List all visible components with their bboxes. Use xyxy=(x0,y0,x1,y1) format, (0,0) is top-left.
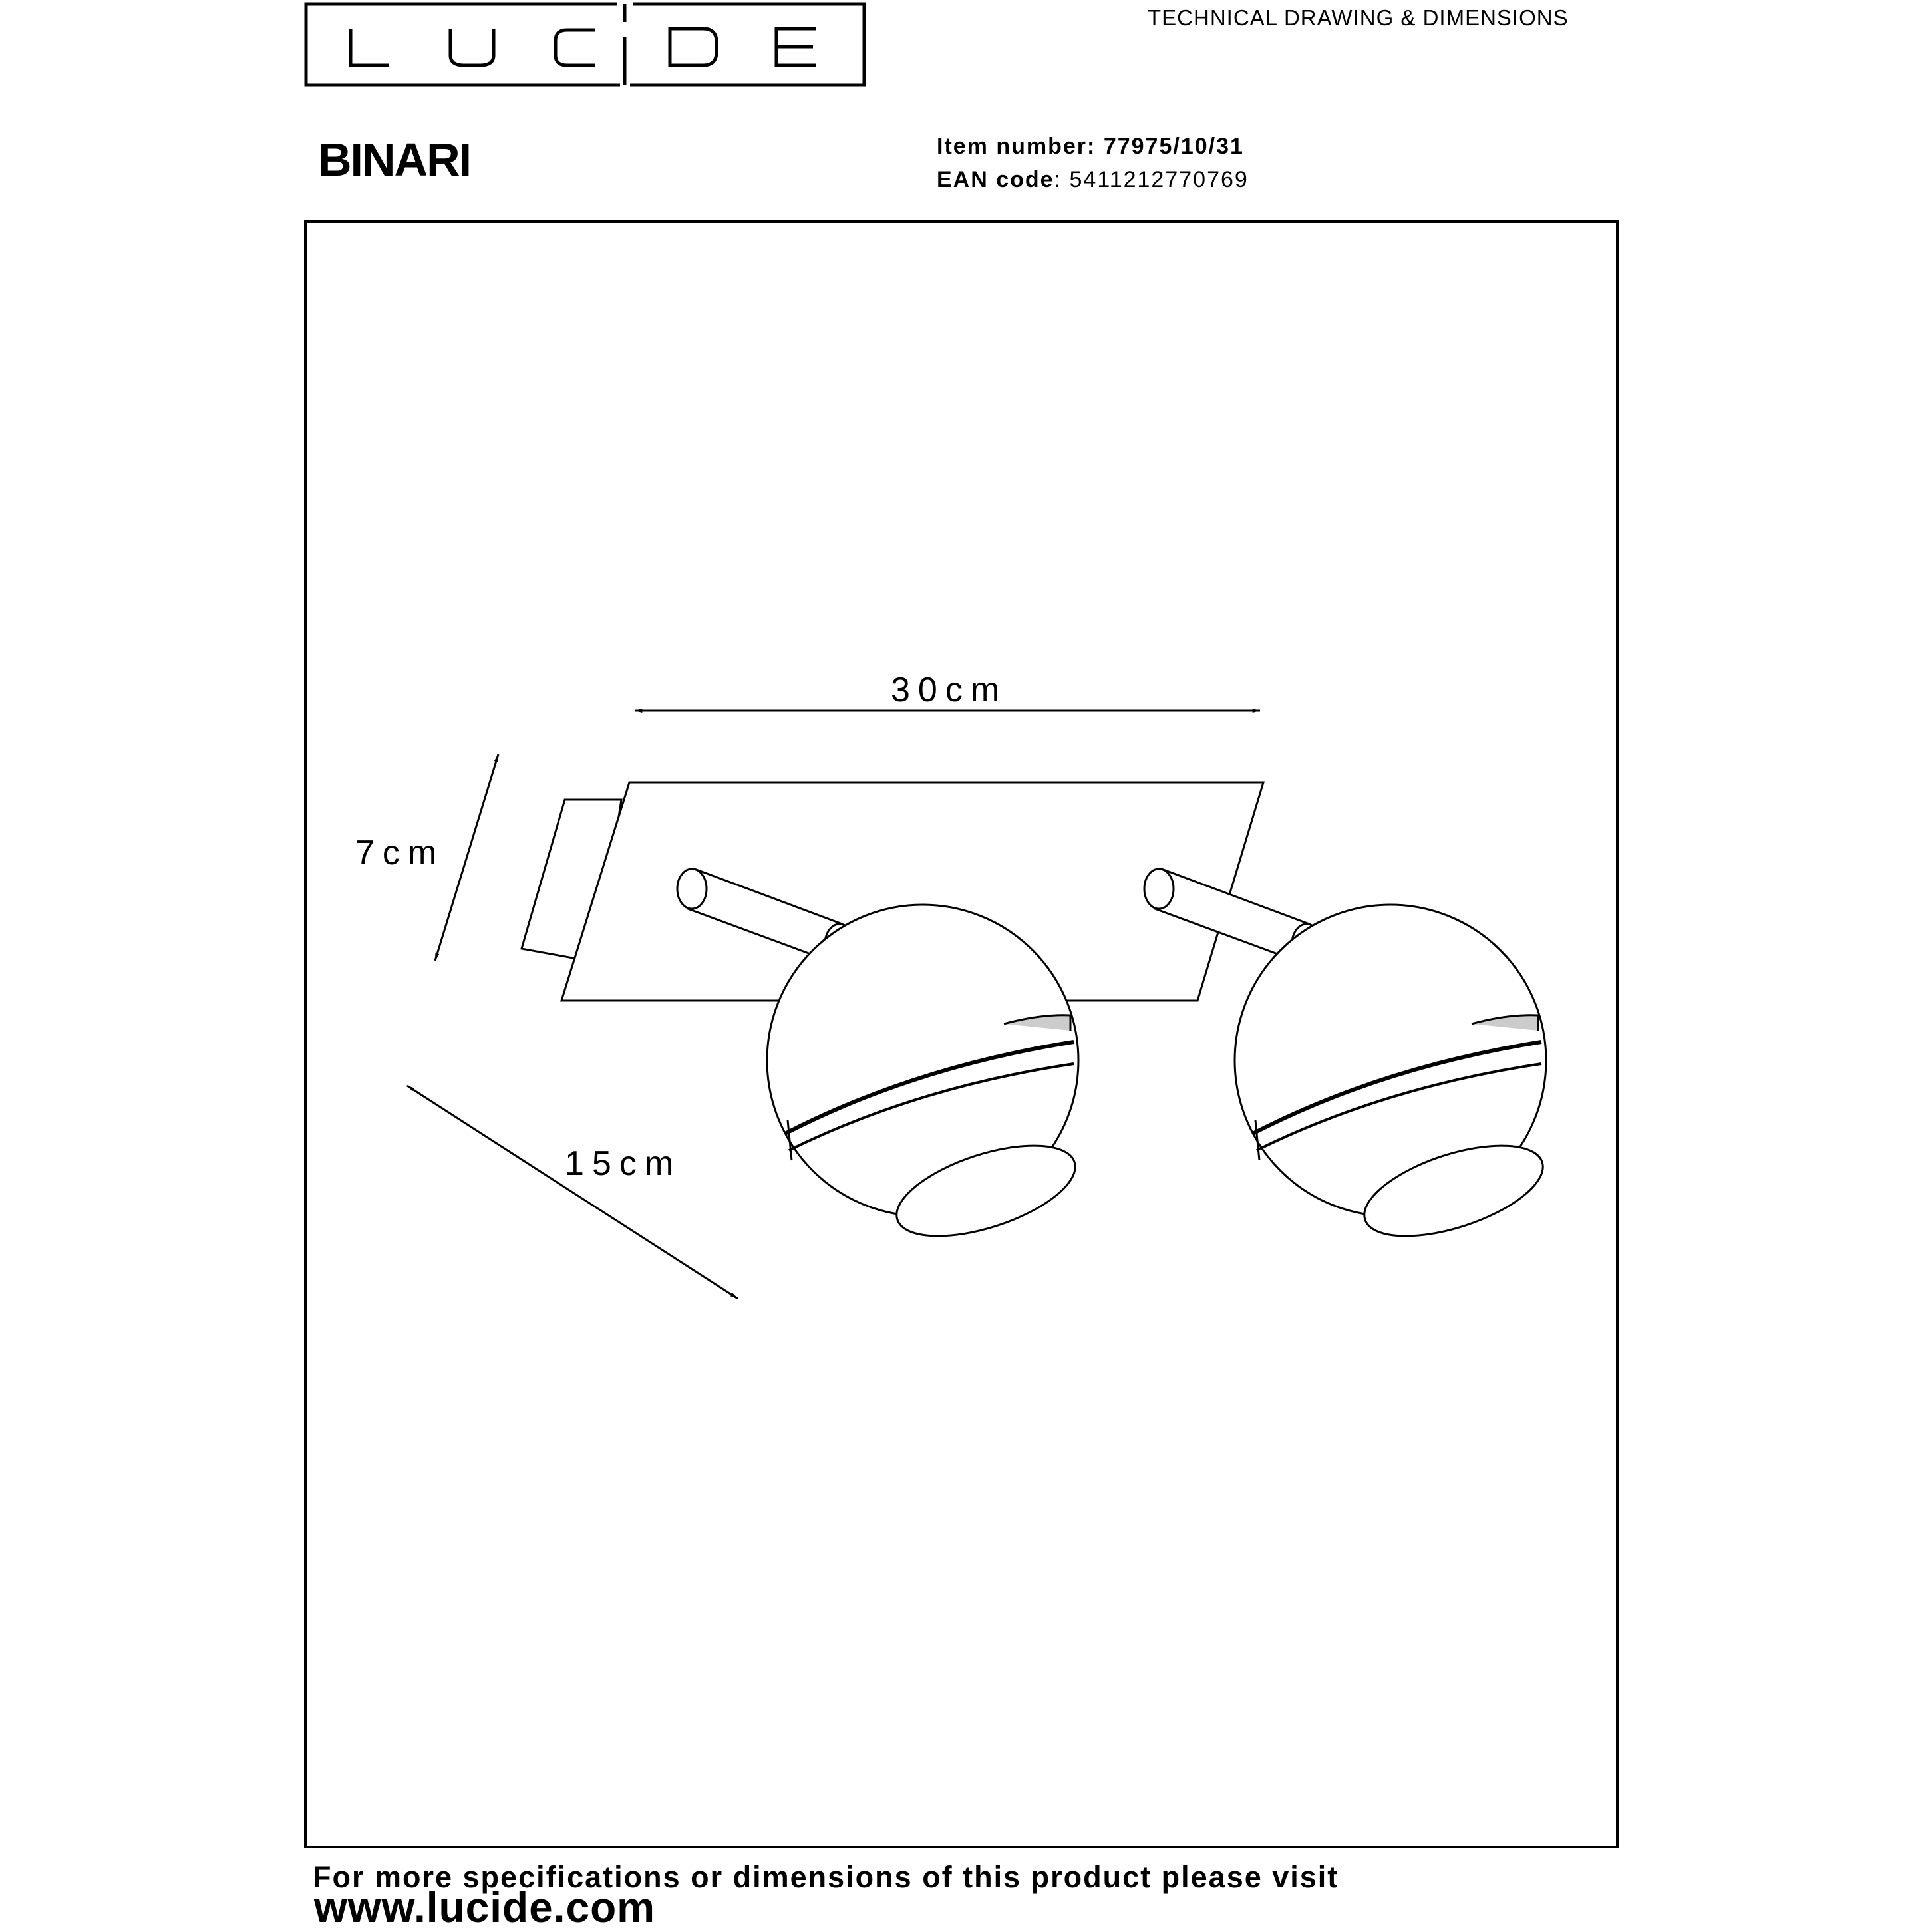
item-number-row: Item number: 77975/10/31 xyxy=(937,134,1244,159)
ean-label: EAN code xyxy=(937,167,1054,192)
depth-dimension-label: 15cm xyxy=(565,1144,682,1183)
item-number-label: Item number xyxy=(937,134,1088,159)
height-dimension-line xyxy=(435,754,498,961)
footer-note: For more specifications or dimensions of this product please visit xyxy=(313,1860,1339,1894)
item-info xyxy=(937,130,1249,196)
ean-row: EAN code: 5411212770769 xyxy=(937,167,1249,192)
technical-drawing xyxy=(307,223,1621,1851)
website-link[interactable]: www.lucide.com xyxy=(314,1883,656,1931)
document-title: TECHNICAL DRAWING & DIMENSIONS xyxy=(1148,5,1569,30)
ean-value: 5411212770769 xyxy=(1069,167,1249,192)
lucide-logo xyxy=(304,2,866,87)
technical-drawing-frame xyxy=(304,220,1619,1848)
height-dimension-label: 7cm xyxy=(355,834,445,872)
lamp-drawing xyxy=(522,782,1553,1255)
product-name: BINARI xyxy=(318,134,471,186)
item-number-value: 77975/10/31 xyxy=(1103,134,1244,159)
depth-dimension-line xyxy=(407,1086,738,1299)
width-dimension-label: 30cm xyxy=(891,671,1008,709)
